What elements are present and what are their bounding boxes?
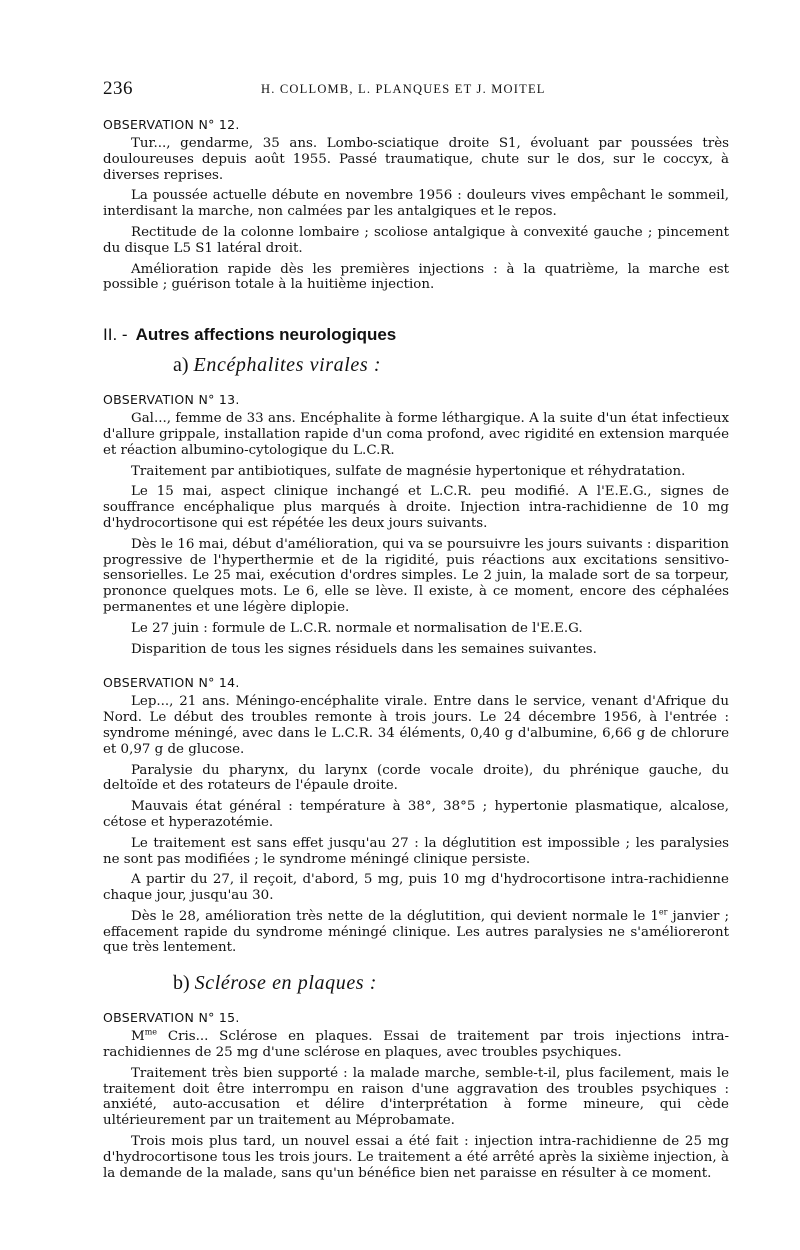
subsection-title: Sclérose en plaques : xyxy=(194,972,378,995)
running-header xyxy=(103,78,729,100)
observation-heading: OBSERVATION N° 12. xyxy=(103,117,240,132)
paragraph: A partir du 27, il reçoit, d'abord, 5 mg, puis 10 mg d'hydrocortisone intra-rachidienne chaque jour, jusqu'au 30. xyxy=(103,872,729,904)
paragraph xyxy=(103,1029,729,1061)
paragraph: Trois mois plus tard, un nouvel essai a été fait : injection intra-rachidienne de 25 mg d'hydrocortisone tous les trois jours. Le traitement a été arrêté après la sixième injection, à la demande de la malade, sans qu'un bénéfice bien net paraisse en résulter à ce moment. xyxy=(103,1134,729,1181)
page-number: 236 xyxy=(103,78,133,99)
paragraph: Lep..., 21 ans. Méningo-encéphalite virale. Entre dans le service, venant d'Afrique du Nord. Le début des troubles remonte à trois jours. Le 24 décembre 1956, à l'entrée : syndrome méningé, avec dans le L.C.R. 34 éléments, 0,40 g d'albumine, 6,66 g de chlorure et 0,97 g de glucose. xyxy=(103,694,729,757)
paragraph: Le 27 juin : formule de L.C.R. normale et normalisation de l'E.E.G. xyxy=(131,620,583,636)
subsection-title: Encéphalites virales : xyxy=(193,354,382,377)
paragraph: Dès le 16 mai, début d'amélioration, qui va se poursuivre les jours suivants : disparition progressive de l'hyperthermie et de la rigidité, puis réactions aux excitations sensitivo-sensorielles. Le 25 mai, exécution d'ordres simples. Le 2 juin, la malade sort de sa torpeur, prononce quelques mots. Le 6, elle se lève. Il existe, à ce moment, encore des céphalées permanentes et une légère diplopie. xyxy=(103,536,729,615)
running-header-authors: H. COLLOMB, L. PLANQUES ET J. MOITEL xyxy=(261,82,546,96)
subsection-letter: b) xyxy=(173,972,190,995)
paragraph: Disparition de tous les signes résiduels dans les semaines suivantes. xyxy=(131,641,597,657)
paragraph: Gal..., femme de 33 ans. Encéphalite à forme léthargique. A la suite d'un état infectieux d'allure grippale, installation rapide d'un coma profond, avec rigidité en extension marquée et réaction albumino-cytologique du L.C.R. xyxy=(103,411,729,458)
superscript: er xyxy=(658,907,668,917)
subsection-letter: a) xyxy=(173,354,189,377)
text-run: janvier ; effacement rapide du syndrome méningé clinique. Les autres paralysies ne s'amélioreront que très lentement. xyxy=(103,908,729,956)
subsection-heading xyxy=(173,971,729,995)
paragraph: Amélioration rapide dès les premières injections : à la quatrième, la marche est possible ; guérison totale à la huitième injection. xyxy=(103,261,729,293)
text-run: Dès le 28, amélioration très nette de la déglutition, qui devient normale le 1 xyxy=(131,908,659,924)
paragraph: Le traitement est sans effet jusqu'au 27 : la déglutition est impossible ; les paralysies ne sont pas modifiées ; le syndrome méningé clinique persiste. xyxy=(103,835,729,867)
paragraph: Tur..., gendarme, 35 ans. Lombo-sciatique droite S1, évoluant par poussées très douloureuses depuis août 1955. Passé traumatique, chute sur le dos, sur le coccyx, à diverses reprises. xyxy=(103,136,729,183)
section-number: II. - xyxy=(103,325,128,345)
paragraph: Mauvais état général : température à 38°, 38°5 ; hypertonie plasmatique, alcalose, cétose et hyperazotémie. xyxy=(103,799,729,830)
paragraph xyxy=(103,909,729,956)
observation-heading: OBSERVATION N° 13. xyxy=(103,392,240,408)
paragraph: Traitement très bien supporté : la malade marche, semble-t-il, plus facilement, mais le traitement doit être interrompu en raison d'une aggravation des troubles psychiques : anxiété, auto-accusation et délire d'interprétation à forme mineure, qui cède ultérieurement par un traitement au Méprobamate. xyxy=(103,1065,729,1129)
observation-heading: OBSERVATION N° 14. xyxy=(103,675,240,691)
observation-heading: OBSERVATION N° 15. xyxy=(103,1010,240,1026)
superscript: me xyxy=(144,1027,158,1037)
section-heading xyxy=(103,324,729,346)
text-run: M xyxy=(131,1029,145,1045)
document-body xyxy=(103,116,729,1186)
paragraph: La poussée actuelle débute en novembre 1956 : douleurs vives empêchant le sommeil, interdisant la marche, non calmées par les antalgiques et le repos. xyxy=(103,188,729,220)
paragraph: Traitement par antibiotiques, sulfate de magnésie hypertonique et réhydratation. xyxy=(131,463,686,479)
section-title: Autres affections neurologiques xyxy=(135,325,397,345)
paragraph: Rectitude de la colonne lombaire ; scoliose antalgique à convexité gauche ; pincement du disque L5 S1 latéral droit. xyxy=(103,224,729,256)
paragraph: Le 15 mai, aspect clinique inchangé et L.C.R. peu modifié. A l'E.E.G., signes de souffrance encéphalique plus marqués à droite. Injection intra-rachidienne de 10 mg d'hydrocortisone qui est répétée les deux jours suivants. xyxy=(103,484,729,531)
subsection-heading xyxy=(173,353,729,377)
text-run: Cris... Sclérose en plaques. Essai de traitement par trois injections intra-rachidiennes de 25 mg d'une sclérose en plaques, avec troubles psychiques. xyxy=(103,1029,729,1061)
paragraph: Paralysie du pharynx, du larynx (corde vocale droite), du phrénique gauche, du deltoïde et des rotateurs de l'épaule droite. xyxy=(103,762,729,794)
